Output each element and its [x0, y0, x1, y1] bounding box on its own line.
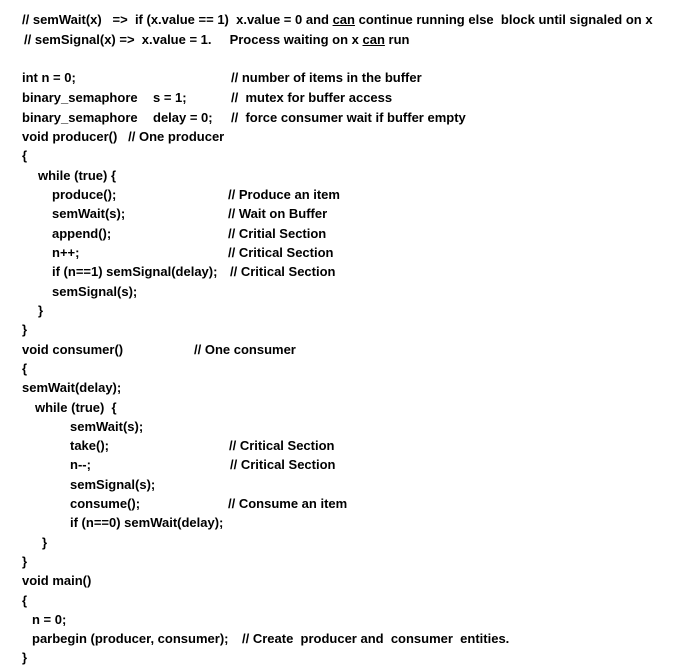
- producer-line-code: semSignal(s);: [52, 284, 138, 299]
- main-parbegin-comment: // Create producer and consumer entities.: [242, 631, 510, 646]
- producer-signature: void producer() // One producer: [22, 129, 225, 144]
- producer-line-comment: // Produce an item: [228, 187, 340, 202]
- producer-line-code: produce();: [52, 187, 117, 202]
- consumer-signature: void consumer(): [22, 342, 124, 357]
- consumer-line-code: n--;: [70, 457, 91, 472]
- decl-sem-delay-code: delay = 0;: [153, 110, 213, 125]
- producer-line-comment: // Critial Section: [228, 226, 327, 241]
- consumer-line-code: semSignal(s);: [70, 477, 156, 492]
- consumer-first-wait: semWait(delay);: [22, 380, 122, 395]
- consumer-line-code: semWait(s);: [70, 419, 144, 434]
- consumer-inner-close: }: [42, 535, 48, 550]
- decl-sem-s-type: binary_semaphore: [22, 90, 138, 105]
- producer-line-comment: // Critical Section: [230, 264, 336, 279]
- semsignal-definition: [24, 32, 409, 48]
- producer-line-code: semWait(s);: [52, 206, 126, 221]
- consumer-line-comment: // Consume an item: [228, 496, 348, 511]
- decl-int-n-comment: // number of items in the buffer: [231, 70, 422, 85]
- producer-line-code: append();: [52, 226, 112, 241]
- producer-line-code: n++;: [52, 245, 80, 260]
- main-init: n = 0;: [32, 612, 67, 627]
- main-signature: void main(): [22, 573, 92, 588]
- decl-sem-s-comment: // mutex for buffer access: [231, 90, 393, 105]
- main-close-brace: }: [22, 650, 28, 665]
- consumer-signature-comment: // One consumer: [194, 342, 296, 357]
- decl-sem-delay-type: binary_semaphore: [22, 110, 138, 125]
- producer-close-brace: }: [22, 322, 28, 337]
- semsignal-definition-text-a: // semSignal(x) => x.value = 1. Process waiting on x: [24, 32, 363, 47]
- consumer-line-comment: // Critical Section: [229, 438, 335, 453]
- main-open-brace: {: [22, 593, 28, 608]
- semwait-definition-can: can: [332, 12, 355, 27]
- semwait-definition: [22, 12, 653, 28]
- producer-open-brace: {: [22, 148, 28, 163]
- semwait-definition-text-b: continue running else block until signaled on x: [354, 12, 653, 27]
- producer-line-code: if (n==1) semSignal(delay);: [52, 264, 218, 279]
- semsignal-definition-can: can: [362, 32, 385, 47]
- consumer-line-code: take();: [70, 438, 110, 453]
- semsignal-definition-text-b: run: [384, 32, 410, 47]
- consumer-line-code: if (n==0) semWait(delay);: [70, 515, 224, 530]
- decl-sem-delay-comment: // force consumer wait if buffer empty: [231, 110, 466, 125]
- main-parbegin: parbegin (producer, consumer);: [32, 631, 229, 646]
- producer-line-comment: // Wait on Buffer: [228, 206, 328, 221]
- consumer-line-comment: // Critical Section: [230, 457, 336, 472]
- consumer-while: while (true) {: [35, 400, 117, 415]
- decl-int-n-code: int n = 0;: [22, 70, 76, 85]
- producer-line-comment: // Critical Section: [228, 245, 334, 260]
- producer-while: while (true) {: [38, 168, 117, 183]
- consumer-open-brace: {: [22, 361, 28, 376]
- producer-inner-close: }: [38, 303, 44, 318]
- semwait-definition-text-a: // semWait(x) => if (x.value == 1) x.value = 0 and: [22, 12, 333, 27]
- decl-sem-s-code: s = 1;: [153, 90, 187, 105]
- consumer-close-brace: }: [22, 554, 28, 569]
- consumer-line-code: consume();: [70, 496, 141, 511]
